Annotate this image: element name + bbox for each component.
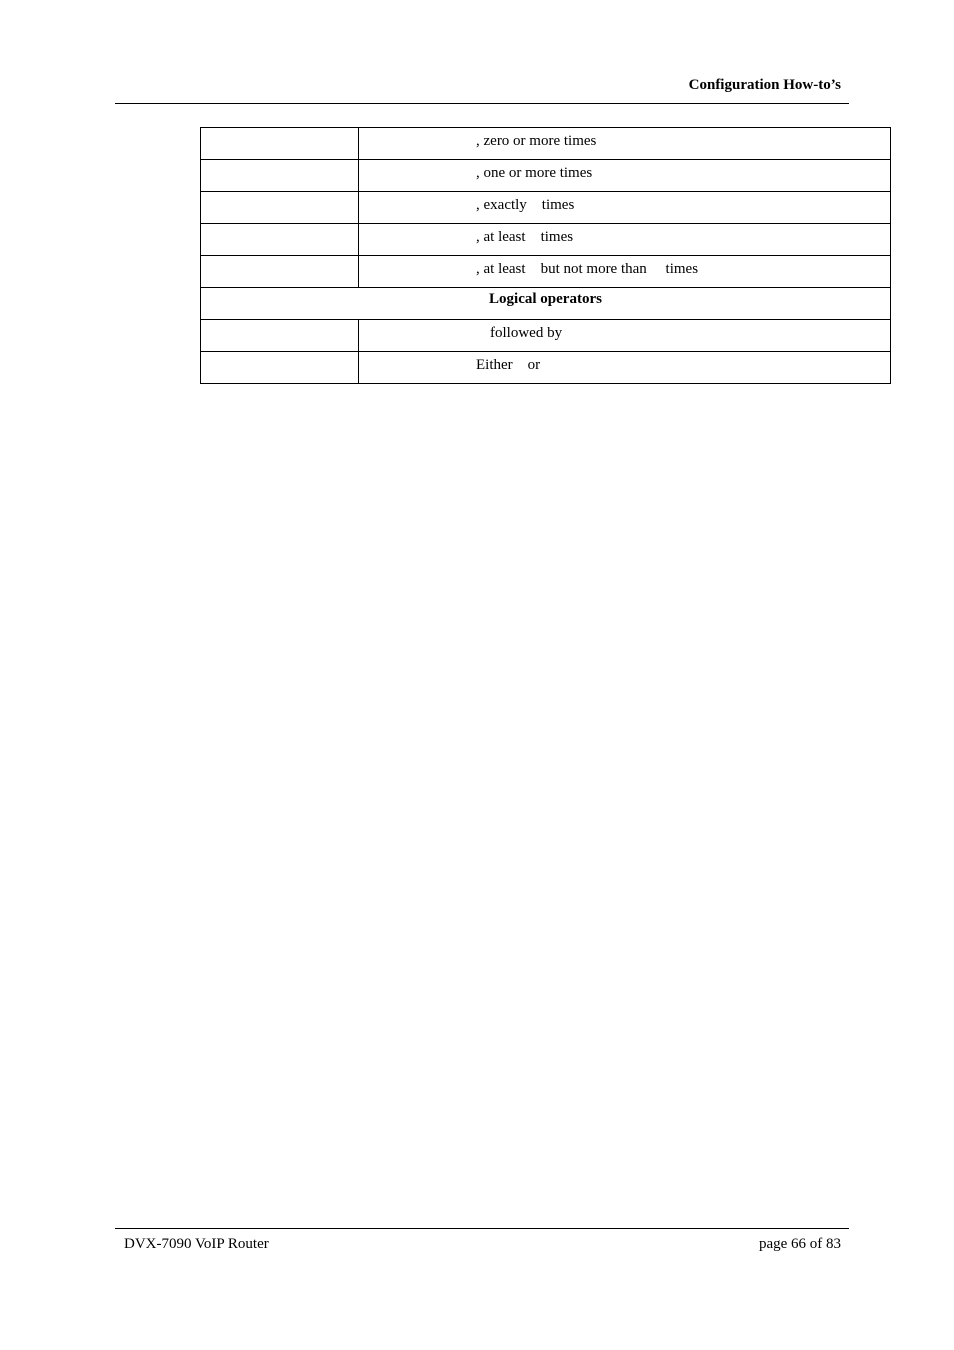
- table-row: [201, 192, 891, 224]
- table-section-row: [201, 288, 891, 320]
- footer-product-name: DVX-7090 VoIP Router: [124, 1236, 269, 1252]
- description-text: , at least times: [476, 229, 574, 245]
- operators-table: [200, 127, 891, 384]
- table-row: [201, 320, 891, 352]
- description-cell: [359, 192, 891, 224]
- description-text: , one or more times: [476, 165, 593, 181]
- table-row: [201, 224, 891, 256]
- operator-cell: [201, 352, 359, 384]
- page-number: page 66 of 83: [758, 1236, 841, 1252]
- description-cell: [359, 256, 891, 288]
- description-text: , exactly times: [476, 197, 575, 213]
- table-row: [201, 352, 891, 384]
- description-text: , zero or more times: [476, 133, 597, 149]
- description-text: Either or: [476, 357, 541, 373]
- table-row: [201, 256, 891, 288]
- operator-cell: [201, 160, 359, 192]
- description-text: , at least but not more than times: [476, 261, 699, 277]
- running-header-title: Configuration How-to’s: [688, 77, 841, 93]
- section-heading: Logical operators: [201, 288, 891, 320]
- footer-divider: [115, 1228, 849, 1229]
- operator-cell: [201, 224, 359, 256]
- table-row: [201, 160, 891, 192]
- description-cell: [359, 224, 891, 256]
- header-divider: [115, 103, 849, 104]
- operator-cell: [201, 128, 359, 160]
- operator-cell: [201, 256, 359, 288]
- table-row: [201, 128, 891, 160]
- description-cell: [359, 160, 891, 192]
- description-cell: [359, 128, 891, 160]
- description-cell: [359, 352, 891, 384]
- description-cell: [359, 320, 891, 352]
- operator-cell: [201, 320, 359, 352]
- description-text: followed by: [490, 325, 563, 341]
- operator-cell: [201, 192, 359, 224]
